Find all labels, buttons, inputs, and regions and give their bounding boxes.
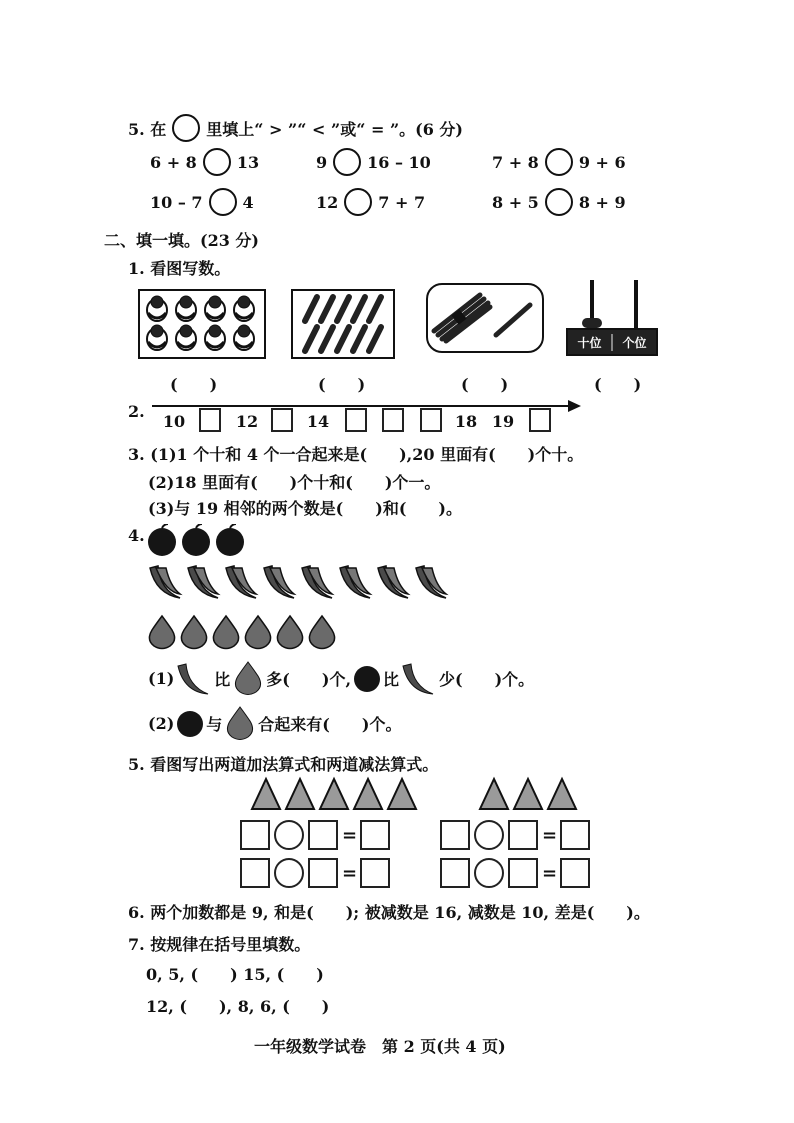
- compare-circle-input[interactable]: [545, 148, 573, 176]
- apple-icon: [182, 524, 210, 556]
- penguin-picture: [138, 289, 266, 359]
- s2q4-sub2-index: (2): [148, 713, 175, 733]
- equation-row-1b: [440, 820, 590, 850]
- q5-item-left: 6 + 8: [150, 152, 197, 172]
- q5-item-4: [150, 188, 254, 216]
- number-box-input[interactable]: [271, 408, 293, 432]
- s2q3-line2: (2)18 里面有( )个十和( )个一。: [148, 473, 441, 492]
- equals-sign: =: [542, 862, 558, 884]
- abacus-picture: [566, 280, 658, 358]
- pear-icon: [181, 616, 206, 649]
- s2q4-sub1-bi: 比: [214, 669, 231, 689]
- number-box-input[interactable]: [382, 408, 404, 432]
- q5-item-right: 8 + 9: [578, 192, 626, 212]
- stick-icon: [353, 297, 365, 321]
- answer-paren-3[interactable]: ( ): [461, 375, 509, 394]
- section2-heading: 二、填一填。(23 分): [104, 231, 259, 250]
- s2q4-sub1: [148, 660, 534, 696]
- equation-box-input[interactable]: [508, 858, 538, 888]
- stick-icon: [305, 297, 317, 321]
- banana-row: [146, 562, 458, 604]
- q5-item-3: [492, 148, 626, 176]
- banana-icon: [378, 566, 408, 598]
- pear-icon: [222, 705, 258, 741]
- abacus-label-tens: 十位: [568, 334, 613, 351]
- operator-circle-input[interactable]: [274, 858, 304, 888]
- triangle-icon: [286, 779, 314, 809]
- s2q4-sub2: [148, 705, 401, 741]
- stick-icon: [369, 297, 381, 321]
- pear-icon: [230, 660, 266, 696]
- arrow-right-icon: [568, 399, 582, 413]
- answer-paren-1[interactable]: ( ): [170, 375, 218, 394]
- q5-item-left: 9: [316, 152, 328, 172]
- s2q7-title: 7. 按规律在括号里填数。: [128, 935, 311, 954]
- equation-box-input[interactable]: [308, 820, 338, 850]
- stick-icon: [337, 327, 349, 351]
- penguin-icon: [234, 296, 254, 321]
- q5-item-right: 16 – 10: [367, 152, 431, 172]
- stick-icon: [321, 327, 333, 351]
- s2q4-sub2-total: 合起来有( )个。: [258, 714, 402, 734]
- stick-icon: [369, 327, 381, 351]
- s2q4-sub1-bi2: 比: [383, 669, 400, 689]
- banana-icon: [188, 566, 218, 598]
- penguin-icon: [176, 296, 196, 321]
- banana-icon: [226, 566, 256, 598]
- triangle-group-1: [248, 776, 424, 812]
- banana-icon: [399, 660, 439, 696]
- equation-box-input[interactable]: [240, 858, 270, 888]
- triangle-icon: [514, 779, 542, 809]
- equation-row-1a: [240, 820, 390, 850]
- s2q4-sub1-less: 少( )个。: [439, 669, 535, 689]
- q5-title-rest: 里填上“ > ”“ < ”或“ = ”。(6 分): [206, 119, 463, 139]
- stick-icon: [305, 327, 317, 351]
- equation-box-input[interactable]: [508, 820, 538, 850]
- q5-item-5: [316, 188, 425, 216]
- penguin-icon: [176, 325, 196, 350]
- q5-item-2: [316, 148, 431, 176]
- equation-box-input[interactable]: [308, 858, 338, 888]
- triangle-icon: [354, 779, 382, 809]
- pear-icon: [245, 616, 270, 649]
- triangle-icon: [388, 779, 416, 809]
- s2q7-seq1: 0, 5, ( ) 15, ( ): [146, 965, 324, 984]
- answer-paren-2[interactable]: ( ): [318, 375, 366, 394]
- answer-paren-4[interactable]: ( ): [594, 375, 642, 394]
- penguin-icon: [147, 325, 167, 350]
- pear-icon: [277, 616, 302, 649]
- tick-label: 10: [162, 412, 186, 431]
- q5-title-start: 5. 在: [128, 119, 167, 139]
- equals-sign: =: [342, 862, 358, 884]
- compare-circle-input[interactable]: [203, 148, 231, 176]
- triangle-icon: [252, 779, 280, 809]
- apple-icon: [216, 524, 244, 556]
- equation-box-input[interactable]: [240, 820, 270, 850]
- penguin-icon: [147, 296, 167, 321]
- s2q3-line3: (3)与 19 相邻的两个数是( )和( )。: [148, 499, 462, 518]
- banana-icon: [150, 566, 180, 598]
- number-box-input[interactable]: [345, 408, 367, 432]
- stick-bundle-icon: [434, 295, 490, 341]
- tick-label: 12: [235, 412, 259, 431]
- penguin-icon: [234, 325, 254, 350]
- triangle-group-2: [476, 776, 586, 812]
- stick-icon: [337, 297, 349, 321]
- number-box-input[interactable]: [420, 408, 442, 432]
- q5-item-right: 9 + 6: [578, 152, 626, 172]
- s2q4-sub1-more: 多( )个,: [266, 669, 352, 689]
- s2q4-label: 4.: [128, 526, 145, 545]
- s2q6-text: 6. 两个加数都是 9, 和是( ); 被减数是 16, 减数是 10, 差是( )。: [128, 903, 650, 922]
- abacus-label-ones: 个位: [622, 335, 647, 350]
- triangle-icon: [320, 779, 348, 809]
- compare-circle-input[interactable]: [209, 188, 237, 216]
- q5-item-left: 12: [316, 192, 339, 212]
- penguin-icons: [140, 291, 263, 356]
- banana-icon: [264, 566, 294, 598]
- banana-icon: [416, 566, 446, 598]
- apple-icon: [174, 707, 206, 739]
- pear-icon: [149, 616, 174, 649]
- q5-item-left: 8 + 5: [492, 192, 539, 212]
- operator-circle-input[interactable]: [274, 820, 304, 850]
- compare-circle-input[interactable]: [344, 188, 372, 216]
- number-line: [152, 405, 572, 407]
- q5-item-right: 4: [242, 192, 254, 212]
- triangle-icon: [480, 779, 508, 809]
- equation-row-2a: [240, 858, 390, 888]
- tick-label: 19: [491, 412, 515, 431]
- s2q4-sub2-and: 与: [206, 714, 223, 734]
- q5-item-6: [492, 188, 626, 216]
- equals-sign: =: [342, 824, 358, 846]
- banana-icon: [302, 566, 332, 598]
- s2q5-title: 5. 看图写出两道加法算式和两道减法算式。: [128, 755, 439, 774]
- stick-icon: [353, 327, 365, 351]
- q5-item-left: 10 – 7: [150, 192, 203, 212]
- tick-label: 14: [306, 412, 330, 431]
- pear-row: [146, 612, 346, 650]
- operator-circle-input[interactable]: [474, 858, 504, 888]
- q5-title: [128, 114, 463, 142]
- equation-box-input[interactable]: [360, 820, 390, 850]
- q5-item-right: 7 + 7: [378, 192, 426, 212]
- penguin-icon: [205, 325, 225, 350]
- s2q7-seq2: 12, ( ), 8, 6, ( ): [146, 997, 330, 1016]
- stick-icons: [293, 291, 392, 356]
- operator-circle-input[interactable]: [474, 820, 504, 850]
- sticks-picture: [291, 289, 395, 359]
- s2q4-sub1-index: (1): [148, 668, 175, 688]
- number-box-input[interactable]: [529, 408, 551, 432]
- bundle-picture: [426, 283, 544, 353]
- number-box-input[interactable]: [199, 408, 221, 432]
- compare-circle-input[interactable]: [333, 148, 361, 176]
- triangle-icon: [548, 779, 576, 809]
- q5-item-1: [150, 148, 259, 176]
- stick-icon: [321, 297, 333, 321]
- s2q2-label: 2.: [128, 402, 145, 421]
- tick-label: 18: [454, 412, 478, 431]
- page-footer: 一年级数学试卷 第 2 页(共 4 页): [254, 1037, 506, 1056]
- compare-circle-input[interactable]: [545, 188, 573, 216]
- s2q1-title: 1. 看图写数。: [128, 259, 231, 278]
- equals-sign: =: [542, 824, 558, 846]
- equation-row-2b: [440, 858, 590, 888]
- abacus-base: [566, 328, 658, 356]
- q5-item-left: 7 + 8: [492, 152, 539, 172]
- apple-icon: [148, 524, 176, 556]
- equation-box-input[interactable]: [560, 820, 590, 850]
- pear-icon: [309, 616, 334, 649]
- q5-item-right: 13: [236, 152, 260, 172]
- banana-icon: [174, 660, 214, 696]
- single-stick-icon: [496, 305, 530, 335]
- apple-icon: [351, 662, 383, 694]
- abacus-rod: [634, 280, 638, 330]
- abacus-bead-icon: [582, 318, 602, 328]
- banana-icon: [340, 566, 370, 598]
- bundle-icons: [428, 285, 541, 350]
- apple-row: [146, 524, 256, 558]
- penguin-icon: [205, 296, 225, 321]
- pear-icon: [213, 616, 238, 649]
- equation-box-input[interactable]: [440, 858, 470, 888]
- q5-title-circle-icon: [172, 114, 200, 142]
- equation-box-input[interactable]: [360, 858, 390, 888]
- equation-box-input[interactable]: [440, 820, 470, 850]
- s2q3-line1: 3. (1)1 个十和 4 个一合起来是( ),20 里面有( )个十。: [128, 445, 584, 464]
- equation-box-input[interactable]: [560, 858, 590, 888]
